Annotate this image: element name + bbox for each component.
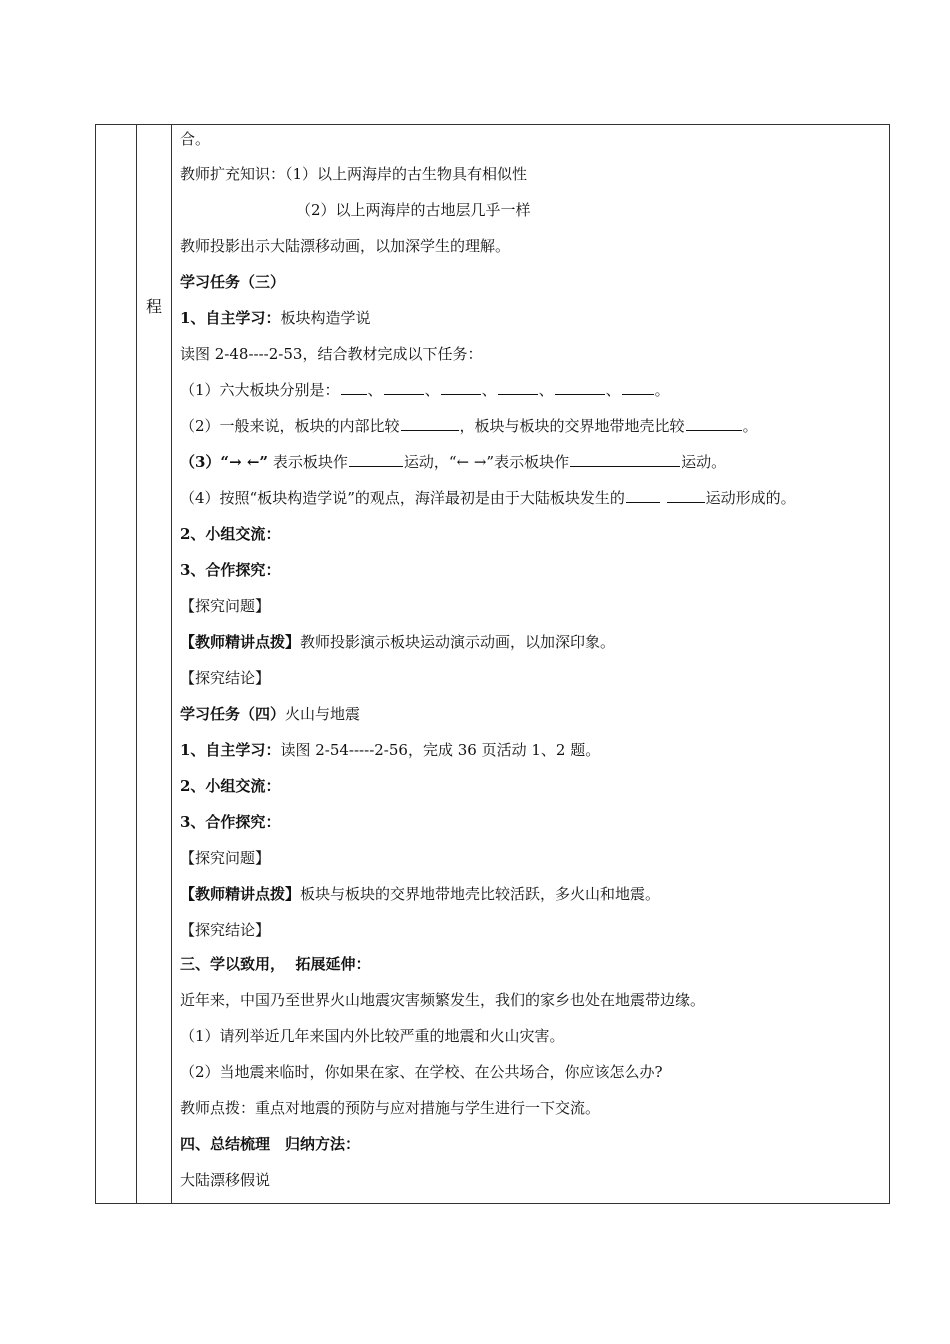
answer-blank[interactable]	[570, 452, 680, 467]
text-content: 读图 2-54-----2-56，完成 36 页活动 1、2 题。	[280, 741, 601, 759]
answer-blank[interactable]	[667, 488, 705, 503]
answer-blank[interactable]	[384, 380, 424, 395]
answer-blank[interactable]	[622, 380, 654, 395]
question-text: 运动形成的。	[705, 489, 796, 507]
text-line: 近年来，中国乃至世界火山地震灾害频繁发生，我们的家乡也处在地震带边缘。	[180, 991, 706, 1009]
text-line: 读图 2-48----2-53，结合教材完成以下任务：	[180, 345, 483, 363]
section-heading	[180, 954, 370, 974]
question-text: （4）按照“板块构造学说”的观点，海洋最初是由于大陆板块发生的	[180, 489, 625, 507]
answer-blank[interactable]	[498, 380, 538, 395]
arrow-symbol: （3）“→ ←”	[180, 453, 269, 471]
question-text: 运动。	[681, 453, 727, 471]
section-title: 学习任务（四）	[180, 705, 286, 723]
separator: 、	[538, 381, 554, 399]
answer-blank[interactable]	[626, 488, 660, 503]
text-line: 教师扩充知识：（1）以上两海岸的古生物具有相似性	[180, 165, 528, 183]
answer-blank[interactable]	[686, 416, 742, 431]
separator: 、	[367, 381, 383, 399]
answer-blank[interactable]	[555, 380, 605, 395]
text-line	[180, 884, 660, 904]
step-label: 2、小组交流：	[180, 525, 281, 543]
question-text: （1）六大板块分别是：	[180, 381, 340, 399]
fill-blank-line	[180, 452, 726, 472]
text-line: （2）以上两海岸的古地层几乎一样	[296, 201, 531, 219]
text-line	[180, 308, 370, 328]
answer-blank[interactable]	[441, 380, 481, 395]
text-line	[180, 740, 600, 760]
side-label: 程	[146, 297, 163, 316]
text-line: 教师点拨：重点对地震的预防与应对措施与学生进行一下交流。	[180, 1099, 601, 1117]
step-topic: 板块构造学说	[280, 309, 371, 327]
text-content: 板块与板块的交界地带地壳比较活跃，多火山和地震。	[300, 885, 661, 903]
answer-blank[interactable]	[349, 452, 403, 467]
section-heading	[180, 704, 360, 724]
column-divider-1	[136, 125, 137, 1203]
answer-blank[interactable]	[401, 416, 459, 431]
question-text: （2）一般来说，板块的内部比较	[180, 417, 400, 435]
text-line: 【探究问题】	[180, 597, 271, 615]
column-divider-2	[171, 125, 172, 1203]
text-line: 合。	[180, 130, 211, 148]
step-label: 2、小组交流：	[180, 777, 281, 795]
text-line: 【探究问题】	[180, 849, 271, 867]
step-label: 3、合作探究：	[180, 561, 281, 579]
fill-blank-line	[180, 416, 758, 436]
answer-blank[interactable]	[341, 380, 367, 395]
bracket-label: 【教师精讲点拨】	[180, 633, 301, 651]
question-text: 运动，“← →”表示板块作	[403, 453, 570, 471]
text-line: 【探究结论】	[180, 921, 271, 939]
section-heading: 四、总结梳理 归纳方法：	[180, 1135, 361, 1153]
bracket-label: 【教师精讲点拨】	[180, 885, 301, 903]
fill-blank-line	[180, 488, 796, 508]
section-title: 三、学以致用，	[180, 955, 286, 973]
question-text: ，板块与板块的交界地带地壳比较	[459, 417, 685, 435]
step-label: 1、自主学习：	[180, 741, 281, 759]
text-line: 教师投影出示大陆漂移动画，以加深学生的理解。	[180, 237, 511, 255]
step-label: 1、自主学习：	[180, 309, 281, 327]
text-line: 大陆漂移假说	[180, 1171, 271, 1189]
period: 。	[654, 381, 670, 399]
section-heading: 学习任务（三）	[180, 273, 286, 291]
period: 。	[742, 417, 758, 435]
text-content: 教师投影演示板块运动演示动画，以加深印象。	[300, 633, 616, 651]
text-line	[180, 632, 615, 652]
fill-blank-line	[180, 380, 670, 400]
text-line: （2）当地震来临时，你如果在家、在学校、在公共场合，你应该怎么办?	[180, 1063, 663, 1081]
step-label: 3、合作探究：	[180, 813, 281, 831]
separator: 、	[605, 381, 621, 399]
separator: 、	[481, 381, 497, 399]
text-line: 【探究结论】	[180, 669, 271, 687]
separator: 、	[424, 381, 440, 399]
section-title: 拓展延伸：	[295, 955, 371, 973]
text-line: （1）请列举近几年来国内外比较严重的地震和火山灾害。	[180, 1027, 565, 1045]
question-text: 表示板块作	[268, 453, 348, 471]
section-topic: 火山与地震	[285, 705, 361, 723]
